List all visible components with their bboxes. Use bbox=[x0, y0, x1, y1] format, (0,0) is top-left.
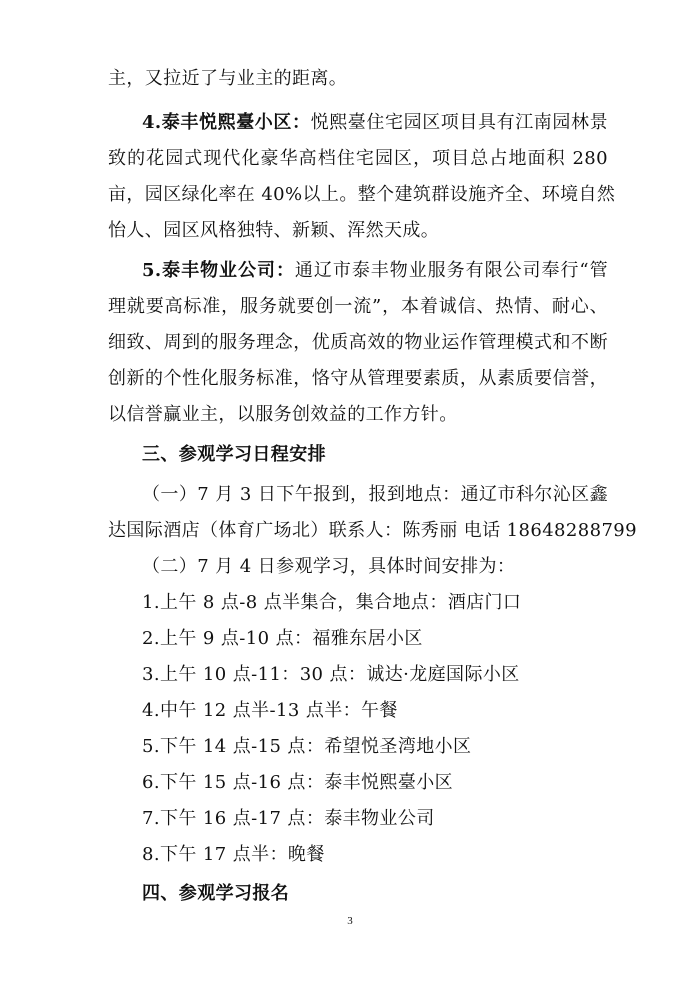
paragraph-taifeng-yuexitai-line-1 bbox=[142, 111, 608, 135]
paragraph-taifeng-yuexitai-line-4: 怡人、园区风格独特、新颖、浑然天成。 bbox=[108, 220, 440, 241]
schedule-checkin-line-1: （一）7 月 3 日下午报到，报到地点：通辽市科尔沁区鑫 bbox=[142, 484, 608, 505]
paragraph-label-yuexitai: 4.泰丰悦熙臺小区： bbox=[142, 112, 311, 133]
paragraph-taifeng-property-line-3: 细致、周到的服务理念，优质高效的物业运作管理模式和不断 bbox=[108, 332, 608, 353]
schedule-item: 6.下午 15 点-16 点：泰丰悦熙臺小区 bbox=[142, 772, 454, 793]
paragraph-text: 通辽市泰丰物业服务有限公司奉行“管 bbox=[294, 260, 608, 281]
paragraph-taifeng-yuexitai-line-2: 致的花园式现代化豪华高档住宅园区，项目总占地面积 280 bbox=[108, 148, 608, 169]
paragraph-taifeng-property-line-4: 创新的个性化服务标准，恪守从管理要素质，从素质要信誉， bbox=[108, 368, 608, 389]
paragraph-taifeng-yuexitai-line-3: 亩，园区绿化率在 40%以上。整个建筑群设施齐全、环境自然 bbox=[108, 184, 616, 205]
schedule-item: 3.上午 10 点-11：30 点：诚达·龙庭国际小区 bbox=[142, 664, 520, 685]
paragraph-taifeng-property-line-5: 以信誉赢业主，以服务创效益的工作方针。 bbox=[108, 404, 458, 425]
schedule-item: 8.下午 17 点半：晚餐 bbox=[142, 844, 325, 865]
paragraph-continuation: 主，又拉近了与业主的距离。 bbox=[108, 68, 348, 89]
schedule-item: 1.上午 8 点-8 点半集合，集合地点：酒店门口 bbox=[142, 592, 522, 613]
schedule-item: 7.下午 16 点-17 点：泰丰物业公司 bbox=[142, 808, 435, 829]
paragraph-taifeng-property-line-2: 理就要高标准，服务就要创一流”，本着诚信、热情、耐心、 bbox=[108, 296, 608, 317]
page-number: 3 bbox=[347, 915, 353, 927]
schedule-item: 2.上午 9 点-10 点：福雅东居小区 bbox=[142, 628, 423, 649]
schedule-item: 4.中午 12 点半-13 点半：午餐 bbox=[142, 700, 398, 721]
section-3-heading: 三、参观学习日程安排 bbox=[142, 444, 326, 465]
paragraph-text: 悦熙臺住宅园区项目具有江南园林景 bbox=[310, 112, 608, 133]
schedule-checkin-line-2: 达国际酒店（体育广场北）联系人：陈秀丽 电话 18648288799 bbox=[108, 520, 638, 541]
paragraph-taifeng-property-line-1 bbox=[142, 259, 608, 283]
schedule-visit-intro: （二）7 月 4 日参观学习，具体时间安排为： bbox=[142, 556, 516, 577]
section-4-heading: 四、参观学习报名 bbox=[142, 883, 290, 904]
paragraph-label-property: 5.泰丰物业公司： bbox=[142, 260, 295, 281]
schedule-item: 5.下午 14 点-15 点：希望悦圣湾地小区 bbox=[142, 736, 472, 757]
